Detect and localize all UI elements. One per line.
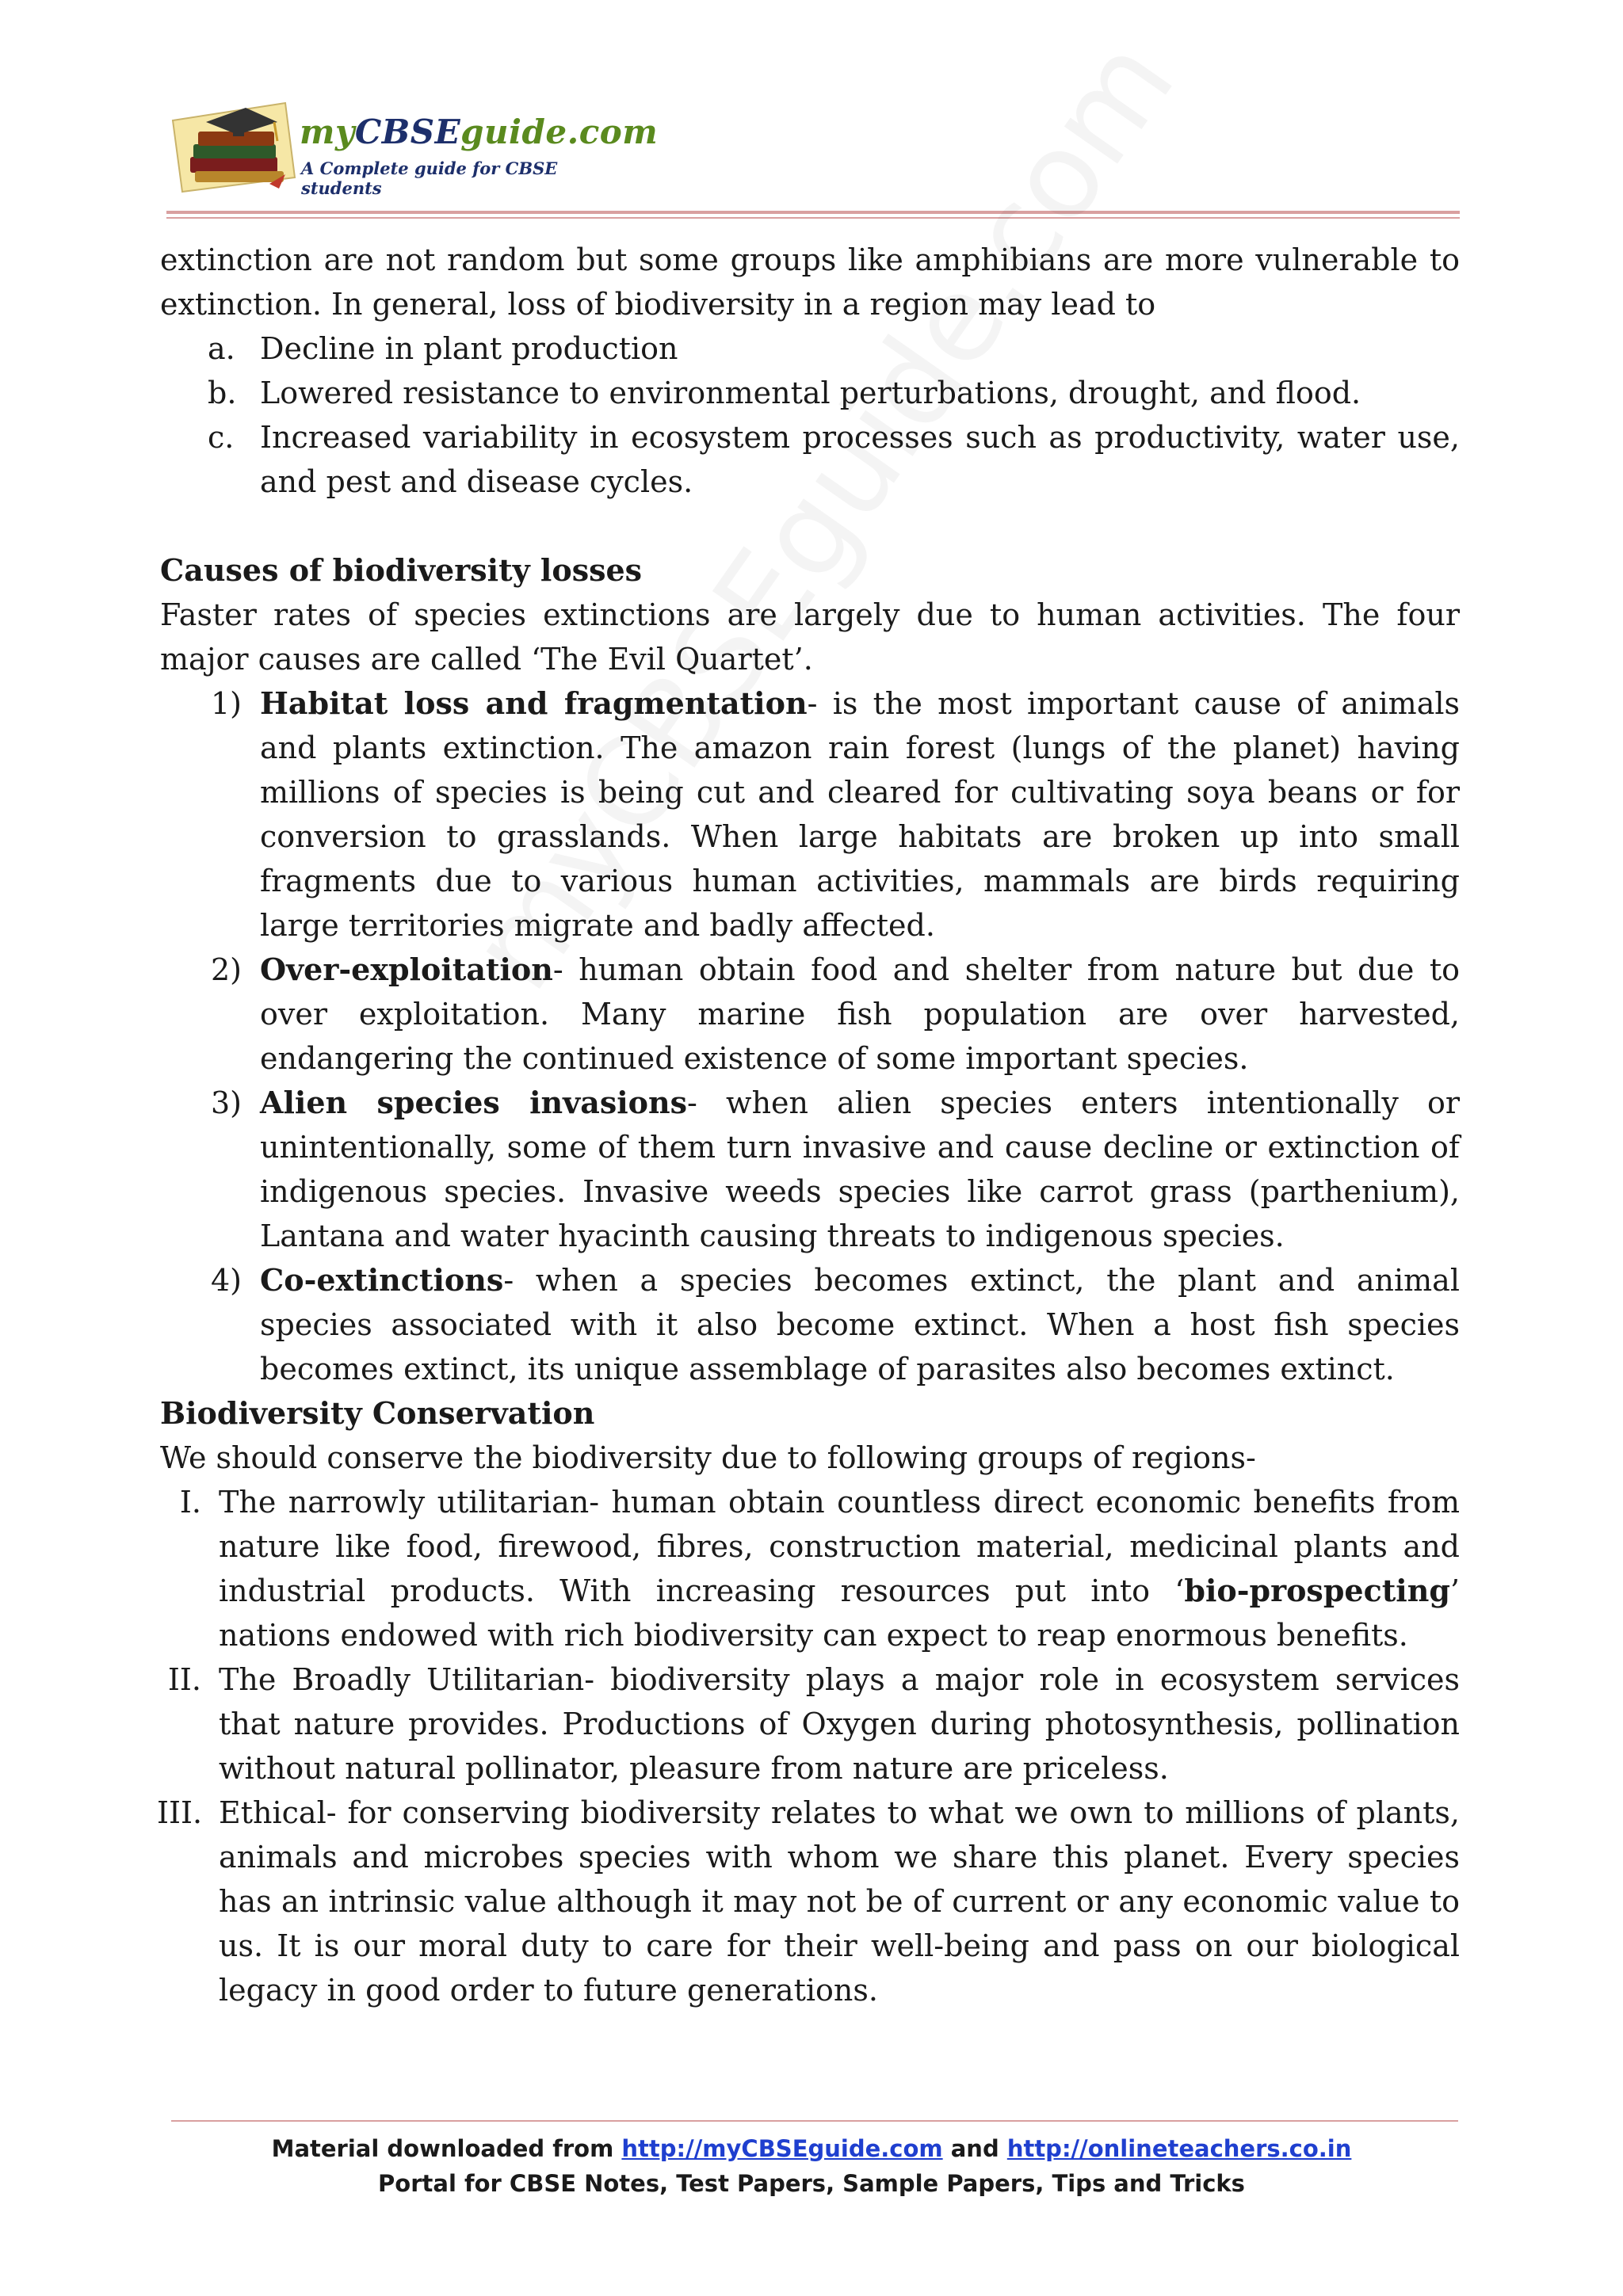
list-marker: II. xyxy=(167,1662,201,1697)
conservation-text: Ethical- for conserving biodiversity relates to what we own to millions of plants, animals and microbes species with whom we share this planet. Every species has an intrinsic value although it may not be of current or any economic value to us. It is our moral duty to care for their well-being and pass on our biological legacy in good order to future generations. xyxy=(219,1795,1460,2008)
footer-prefix: Material downloaded from xyxy=(271,2135,622,2162)
intro-line-2: extinction. In general, loss of biodiversity in a region may lead to xyxy=(160,287,1156,322)
conservation-item xyxy=(157,1791,1460,2012)
cause-item-body xyxy=(260,1258,1460,1391)
list-item-text: Decline in plant production xyxy=(260,331,678,366)
conservation-item-body xyxy=(219,1480,1460,1657)
brand-name xyxy=(300,113,658,151)
brand-tagline: A Complete guide for CBSE students xyxy=(301,158,558,198)
cause-text: - is the most important cause of animals and plants extinction. The amazon rain forest (lungs of the planet) having millions of species is being cut and cleared for cultivating soya beans or for conversion to grasslands. When large habitats are broken up into small fragments due to various human activities, mammals are birds requiring large territories migrate and badly affected. xyxy=(260,686,1461,943)
causes-list xyxy=(160,681,1460,1391)
footer-divider xyxy=(171,2120,1458,2122)
conservation-item-body xyxy=(219,1657,1460,1791)
list-item xyxy=(160,415,1460,504)
cause-item xyxy=(160,681,1460,948)
brand-guide: guide.com xyxy=(460,113,659,151)
list-marker: I. xyxy=(179,1485,201,1520)
conservation-list xyxy=(157,1480,1460,2012)
list-item xyxy=(160,326,1460,371)
conservation-text: The Broadly Utilitarian- biodiversity plays a major role in ecosystem services that nature provides. Productions of Oxygen during photosynthesis, pollination without natural pollinator, pleasure from nature are priceless. xyxy=(219,1662,1460,1786)
list-marker: III. xyxy=(157,1795,203,1830)
footer-line-1 xyxy=(0,2131,1623,2166)
cause-item-body xyxy=(260,948,1460,1081)
onlineteachers-link[interactable]: http://onlineteachers.co.in xyxy=(1006,2135,1352,2162)
conservation-item xyxy=(160,1657,1460,1791)
conservation-intro: We should conserve the biodiversity due to following groups of regions- xyxy=(160,1440,1256,1475)
intro-line-1: extinction are not random but some groups like amphibians are more vulnerable to xyxy=(160,242,1460,277)
site-header xyxy=(166,89,659,200)
list-item-text: Lowered resistance to environmental perturbations, drought, and flood. xyxy=(260,376,1361,410)
footer-line-2: Portal for CBSE Notes, Test Papers, Sample Papers, Tips and Tricks xyxy=(378,2170,1245,2197)
cause-term: Alien species invasions xyxy=(260,1085,688,1120)
cause-item xyxy=(160,1258,1460,1391)
conservation-text-after: ’ nations endowed with rich biodiversity can expect to reap enormous benefits. xyxy=(219,1573,1460,1653)
brand-my: my xyxy=(300,113,355,151)
causes-heading: Causes of biodiversity losses xyxy=(160,552,643,588)
cause-term: Habitat loss and fragmentation xyxy=(260,685,808,721)
conservation-text: The narrowly utilitarian- human obtain countless direct economic benefits from nature like food, firewood, fibres, construction material, medicinal plants and industrial products. With increasing resources put into ‘ xyxy=(219,1485,1460,1608)
mycbseguide-link[interactable]: http://myCBSEguide.com xyxy=(621,2135,943,2162)
conservation-heading: Biodiversity Conservation xyxy=(160,1395,595,1431)
list-marker: 2) xyxy=(211,952,242,987)
brand-cbse: CBSE xyxy=(354,113,461,151)
page-footer xyxy=(0,2131,1623,2201)
conservation-item-body xyxy=(219,1791,1460,2012)
conservation-item xyxy=(160,1480,1460,1657)
list-marker: 1) xyxy=(211,686,242,721)
cause-text: - when alien species enters intentionally or unintentionally, some of them turn invasive and cause decline or extinction of indigenous species. Invasive weeds species like carrot grass (parthenium), Lantana and water hyacinth causing threats to indigenous species. xyxy=(260,1085,1460,1253)
cause-term: Co-extinctions xyxy=(260,1262,504,1298)
books-logo-icon xyxy=(166,89,301,196)
causes-intro: Faster rates of species extinctions are largely due to human activities. The four major causes are called ‘The Evil Quartet’. xyxy=(160,597,1460,677)
header-divider xyxy=(166,211,1460,214)
list-item xyxy=(160,371,1460,415)
conservation-bold-term: bio-prospecting xyxy=(1184,1573,1450,1608)
list-marker: 4) xyxy=(211,1263,242,1298)
list-marker: b. xyxy=(208,376,237,410)
list-marker: c. xyxy=(208,420,235,455)
header-divider-thin xyxy=(166,217,1460,219)
cause-term: Over-exploitation xyxy=(260,952,553,987)
cause-item xyxy=(160,1081,1460,1258)
cause-item-body xyxy=(260,681,1460,948)
cause-text: - human obtain food and shelter from nature but due to over exploitation. Many marine fish population are over harvested, endangering the continued existence of some important species. xyxy=(260,952,1460,1076)
document-body xyxy=(157,238,1461,2012)
cause-text: - when a species becomes extinct, the plant and animal species associated with it also become extinct. When a host fish species becomes extinct, its unique assemblage of parasites also becomes extinct. xyxy=(260,1263,1460,1386)
spacer xyxy=(160,504,1460,548)
list-item-text: Increased variability in ecosystem processes such as productivity, water use, and pest and disease cycles. xyxy=(260,420,1460,499)
cause-item xyxy=(160,948,1460,1081)
loss-effects-list xyxy=(160,326,1460,504)
footer-middle: and xyxy=(942,2135,1007,2162)
cause-item-body xyxy=(260,1081,1460,1258)
list-marker: 3) xyxy=(211,1085,242,1120)
list-marker: a. xyxy=(208,331,235,366)
